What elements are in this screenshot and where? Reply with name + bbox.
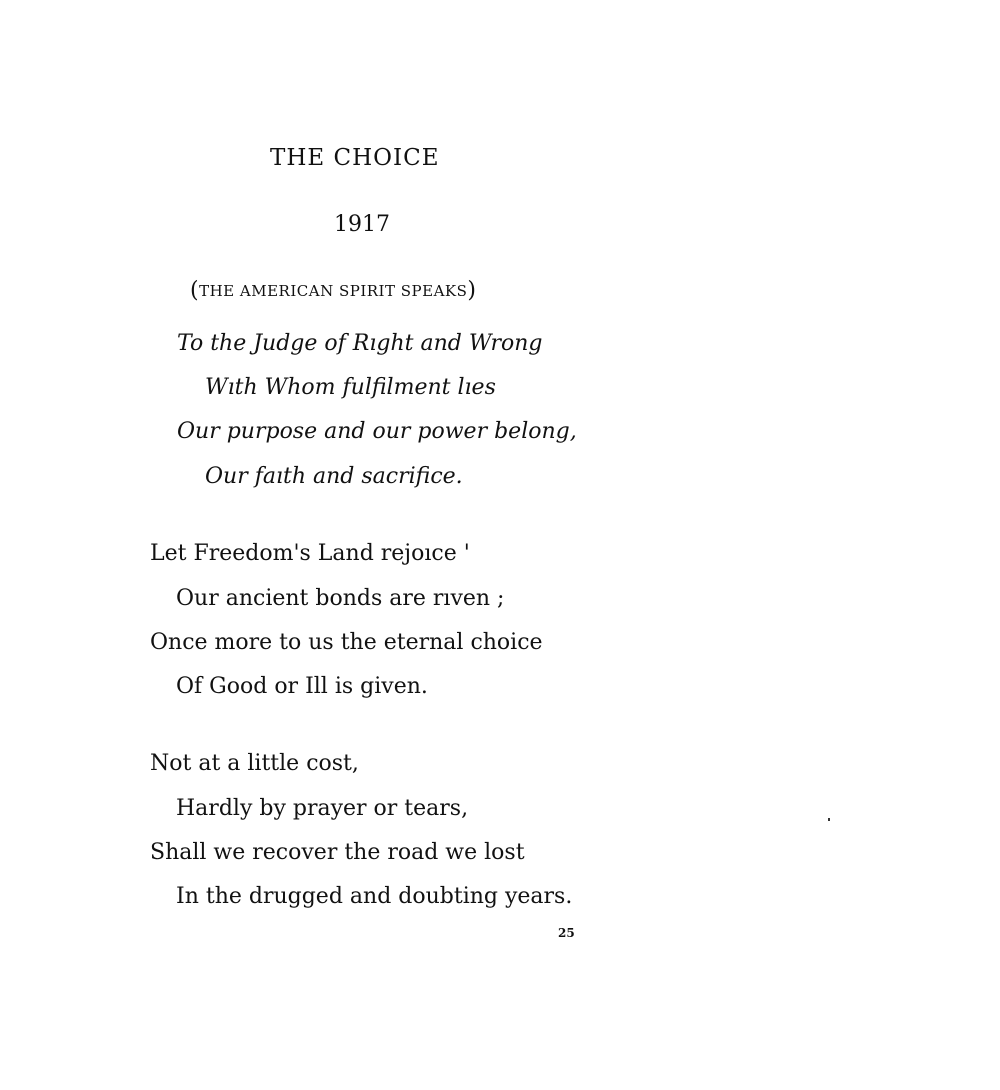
scan-speck	[828, 818, 830, 821]
stanza1-line2: Wıth Whom fulfilment lıes	[205, 375, 496, 400]
stanza2-line3: Once more to us the eternal choice	[150, 630, 543, 655]
stanza3-line2: Hardly by prayer or tears,	[176, 796, 469, 821]
poem-year: 1917	[334, 212, 390, 237]
stanza1-line1: To the Judge of Rıght and Wrong	[177, 331, 543, 356]
subtitle-close-paren: )	[467, 278, 477, 303]
poem-subtitle	[190, 278, 476, 303]
subtitle-open-paren: (	[190, 278, 200, 303]
stanza1-line4: Our faıth and sacrifice.	[205, 464, 463, 489]
stanza3-line1: Not at a little cost,	[150, 751, 359, 776]
page-number: 25	[558, 926, 575, 940]
stanza3-line4: In the drugged and doubting years.	[176, 884, 573, 909]
subtitle-text: THE AMERICAN SPIRIT SPEAKS	[199, 282, 468, 300]
poem-title: THE CHOICE	[270, 145, 440, 171]
stanza2-line4: Of Good or Ill is given.	[176, 674, 428, 699]
stanza2-line1: Let Freedom's Land rejoıce '	[150, 541, 470, 566]
stanza3-line3: Shall we recover the road we lost	[150, 840, 525, 865]
stanza2-line2: Our ancient bonds are rıven ;	[176, 586, 505, 611]
stanza1-line3: Our purpose and our power belong,	[177, 419, 577, 444]
